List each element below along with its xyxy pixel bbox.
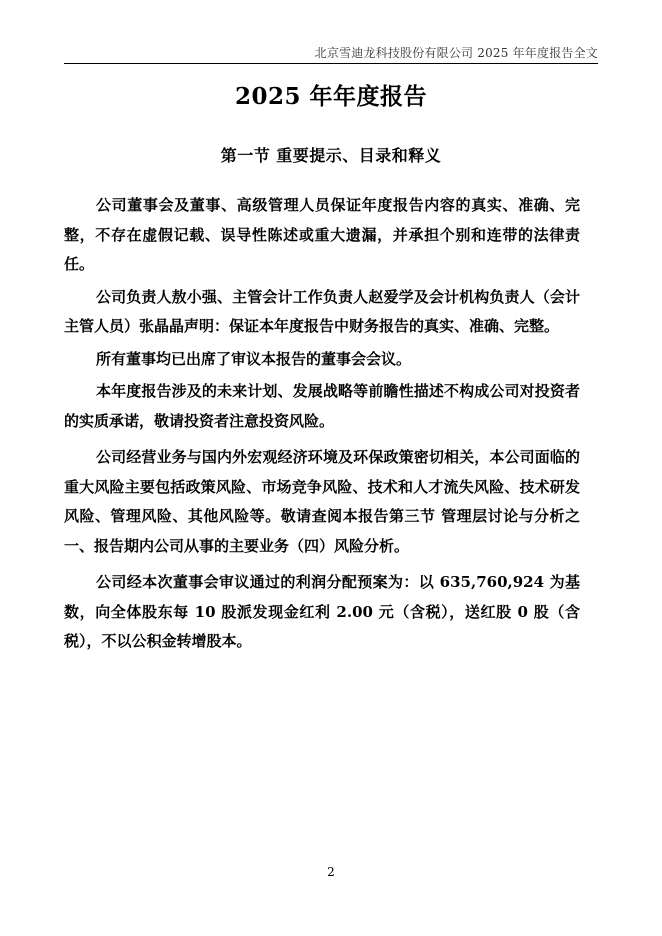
paragraph-directors-guarantee: 公司董事会及董事、高级管理人员保证年度报告内容的真实、准确、完整，不存在虚假记载、误导性陈述或重大遗漏，并承担个别和连带的法律责任。 <box>64 196 580 273</box>
paragraph-forward-looking-statement: 本年度报告涉及的未来计划、发展战略等前瞻性描述不构成公司对投资者的实质承诺，敬请投资者注意投资风险。 <box>64 382 580 430</box>
paragraph-risk-factors: 公司经营业务与国内外宏观经济环境及环保政策密切相关，本公司面临的重大风险主要包括政策风险、市场竞争风险、技术和人才流失风险、技术研发风险、管理风险、其他风险等。敬请查阅本报告第三节 管理层讨论与分析之一、报告期内公司从事的主要业务（四）风险分析。 <box>64 448 580 555</box>
running-header: 北京雪迪龙科技股份有限公司 2025 年年度报告全文 <box>314 46 598 60</box>
report-title: 2025 年年度报告 <box>234 83 428 110</box>
page-number: 2 <box>327 865 335 879</box>
paragraph-board-attendance: 所有董事均已出席了审议本报告的董事会会议。 <box>96 349 412 368</box>
header-divider <box>64 63 598 64</box>
notice-body <box>64 191 580 657</box>
paragraph-responsible-persons-statement: 公司负责人敖小强、主管会计工作负责人赵爱学及会计机构负责人（会计主管人员）张晶晶声明：保证本年度报告中财务报告的真实、准确、完整。 <box>64 287 580 335</box>
section-heading: 第一节 重要提示、目录和释义 <box>220 146 442 165</box>
paragraph-profit-distribution: 公司经本次董事会审议通过的利润分配预案为：以 635,760,924 为基数，向全体股东每 10 股派发现金红利 2.00 元（含税），送红股 0 股（含税），不以公积金转增股本。 <box>64 573 580 650</box>
